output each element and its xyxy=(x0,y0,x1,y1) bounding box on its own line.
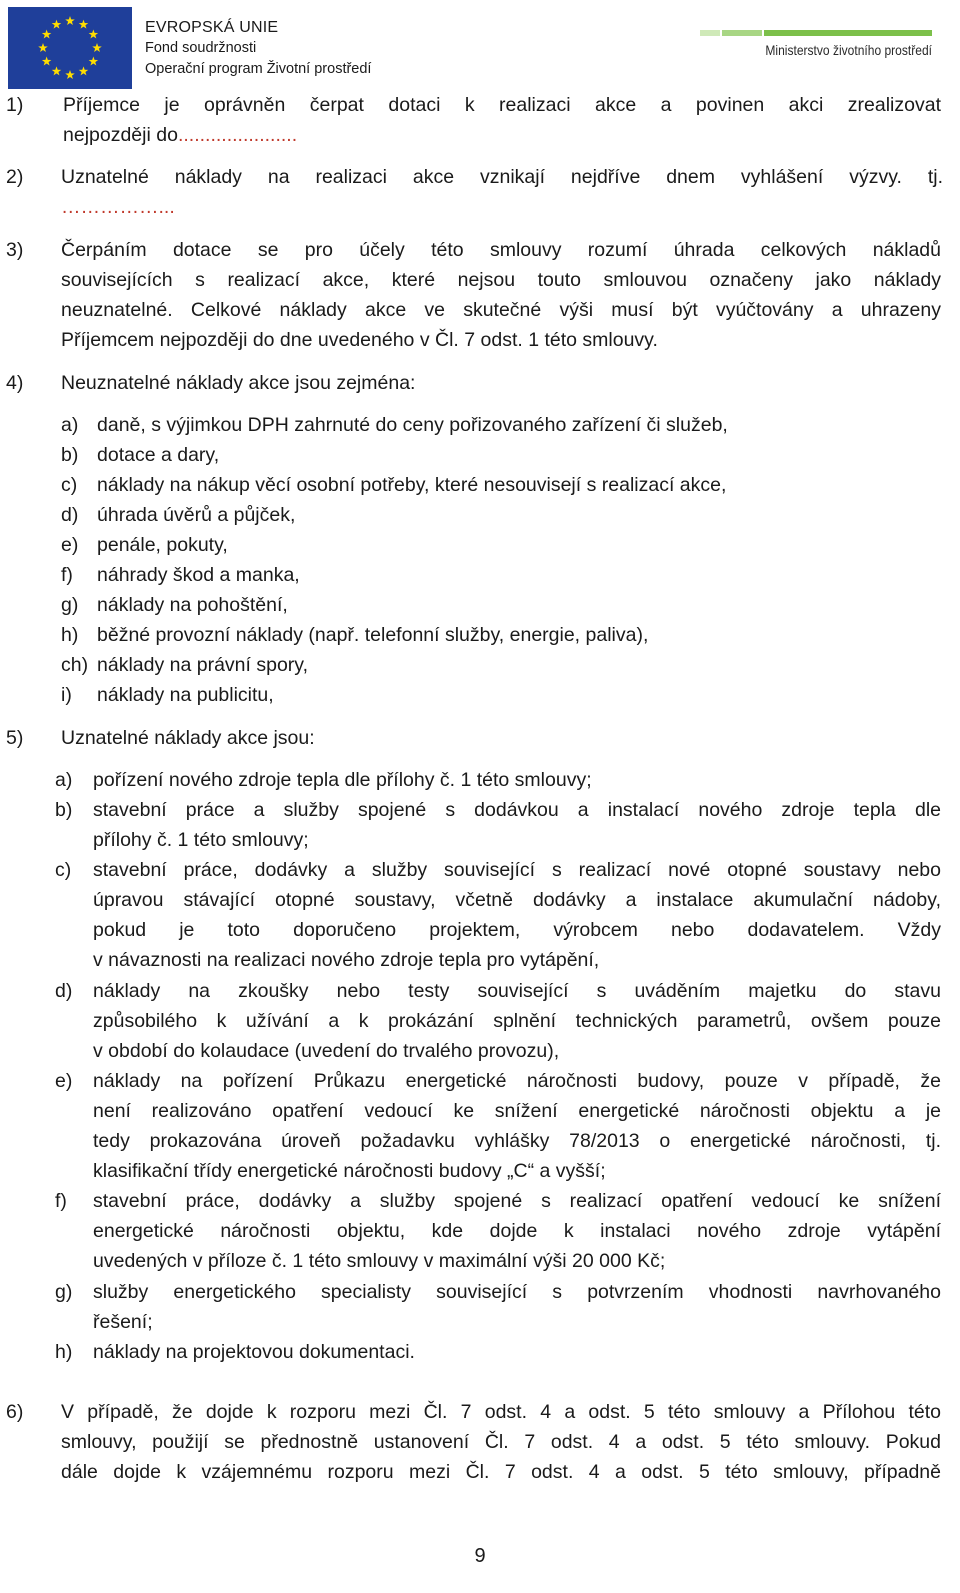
program-name: Operační program Životní prostředí xyxy=(145,61,372,77)
item-number: 6) xyxy=(6,1401,24,1423)
item-number: 2) xyxy=(6,166,24,188)
ministry-name: Ministerstvo životního prostředí xyxy=(765,42,932,58)
list-label: ch) xyxy=(61,654,89,676)
list-item: přílohy č. 1 této smlouvy; xyxy=(93,829,309,851)
item-number: 5) xyxy=(6,727,24,749)
list-label: d) xyxy=(55,980,73,1002)
list-item: úhrada úvěrů a půjček, xyxy=(97,504,296,526)
list-item: řešení; xyxy=(93,1311,153,1333)
list-label: d) xyxy=(61,504,79,526)
eu-program-text xyxy=(145,17,371,80)
list-label: h) xyxy=(61,624,79,646)
list-item: pořízení nového zdroje tepla dle přílohy č. 1 této smlouvy; xyxy=(93,769,592,791)
item-1-text: nejpozději do xyxy=(63,124,178,146)
list-item: stavební práce, dodávky a služby související s realizací nové otopné soustavy nebo xyxy=(93,859,941,881)
item-number: 1) xyxy=(6,94,24,116)
list-item: náklady na právní spory, xyxy=(97,654,309,676)
list-label: h) xyxy=(55,1341,73,1363)
list-item: daně, s výjimkou DPH zahrnuté do ceny pořizovaného zařízení či služeb, xyxy=(97,414,728,436)
list-item: pokud je toto doporučeno projektem, výrobcem nebo dodavatelem. Vždy xyxy=(93,919,941,941)
item-6-line-1: V případě, že dojde k rozporu mezi Čl. 7 odst. 4 a odst. 5 této smlouvy a Přílohou této xyxy=(61,1401,941,1423)
list-label: a) xyxy=(55,769,73,791)
list-label: g) xyxy=(61,594,79,616)
list-item: dotace a dary, xyxy=(97,444,220,466)
list-label: c) xyxy=(55,859,72,881)
list-item: způsobilého k užívání a k prokázání splnění technických parametrů, ovšem pouze xyxy=(93,1010,941,1032)
item-5-title: Uznatelné náklady akce jsou: xyxy=(61,727,315,749)
eu-stars-icon xyxy=(8,7,132,89)
list-item: v období do kolaudace (uvedení do trvalého provozu), xyxy=(93,1040,560,1062)
list-label: a) xyxy=(61,414,79,436)
page-header xyxy=(0,0,960,92)
item-6-line-2: smlouvy, použijí se přednostně ustanovení Čl. 7 odst. 4 a odst. 5 této smlouvy. Pokud xyxy=(61,1431,941,1453)
item-3-line-4: Příjemcem nejpozději do dne uvedeného v Čl. 7 odst. 1 této smlouvy. xyxy=(61,329,658,351)
item-3-line-1: Čerpáním dotace se pro účely této smlouvy rozumí úhrada celkových nákladů xyxy=(61,239,941,261)
list-label: c) xyxy=(61,474,78,496)
deadline-blank: ...................... xyxy=(177,124,298,146)
list-item: náklady na nákup věcí osobní potřeby, které nesouvisejí s realizací akce, xyxy=(97,474,727,496)
list-item: tedy prokazována úroveň požadavku vyhlášky 78/2013 o energetické náročnosti, tj. xyxy=(93,1130,941,1152)
list-label: g) xyxy=(55,1281,73,1303)
list-label: i) xyxy=(61,684,72,706)
date-blank: ……………... xyxy=(61,196,175,218)
item-1-line-1: Příjemce je oprávněn čerpat dotaci k realizaci akce a povinen akci zrealizovat xyxy=(63,94,941,116)
list-item: penále, pokuty, xyxy=(97,534,228,556)
list-label: b) xyxy=(61,444,79,466)
page-number: 9 xyxy=(474,1545,486,1567)
item-3-line-2: souvisejících s realizací akce, které nejsou touto smlouvou označeny jako náklady xyxy=(61,269,941,291)
list-item: náhrady škod a manka, xyxy=(97,564,300,586)
ministry-color-bar xyxy=(700,30,932,36)
list-label: f) xyxy=(55,1190,67,1212)
list-label: e) xyxy=(55,1070,73,1092)
list-item: náklady na zkoušky nebo testy související s uváděním majetku do stavu xyxy=(93,980,941,1002)
list-item: náklady na publicitu, xyxy=(97,684,274,706)
ministry-logo xyxy=(700,30,932,58)
fund-name: Fond soudržnosti xyxy=(145,40,257,56)
list-item: náklady na projektovou dokumentaci. xyxy=(93,1341,415,1363)
list-label: e) xyxy=(61,534,79,556)
item-3-line-3: neuznatelné. Celkové náklady akce ve skutečné výši musí být vyúčtovány a uhrazeny xyxy=(61,299,941,321)
list-item: není realizováno opatření vedoucí ke snížení energetické náročnosti objektu a je xyxy=(93,1100,941,1122)
item-2-line-1: Uznatelné náklady na realizaci akce vznikají nejdříve dnem vyhlášení výzvy. tj. xyxy=(61,166,943,188)
list-item: v návaznosti na realizaci nového zdroje tepla pro vytápění, xyxy=(93,949,600,971)
list-item: stavební práce a služby spojené s dodávkou a instalací nového zdroje tepla dle xyxy=(93,799,941,821)
item-6-line-3: dále dojde k vzájemnému rozporu mezi Čl. 7 odst. 4 a odst. 5 této smlouvy, případně xyxy=(61,1461,941,1483)
list-item: energetické náročnosti objektu, kde dojde k instalaci nového zdroje vytápění xyxy=(93,1220,941,1242)
list-item: služby energetického specialisty související s potvrzením vhodnosti navrhovaného xyxy=(93,1281,941,1303)
eu-flag-logo xyxy=(8,7,132,89)
list-item: uvedených v příloze č. 1 této smlouvy v maximální výši 20 000 Kč; xyxy=(93,1250,666,1272)
list-item: náklady na pohoštění, xyxy=(97,594,288,616)
list-item: náklady na pořízení Průkazu energetické náročnosti budovy, pouze v případě, že xyxy=(93,1070,941,1092)
list-item: klasifikační třídy energetické náročnosti budovy „C“ a vyšší; xyxy=(93,1160,606,1182)
list-item: běžné provozní náklady (např. telefonní služby, energie, paliva), xyxy=(97,624,649,646)
list-item: úpravou stávající otopné soustavy, včetně dodávky a instalace akumulační nádoby, xyxy=(93,889,941,911)
list-label: f) xyxy=(61,564,73,586)
eu-name: EVROPSKÁ UNIE xyxy=(145,19,279,36)
item-4-title: Neuznatelné náklady akce jsou zejména: xyxy=(61,372,416,394)
item-number: 4) xyxy=(6,372,24,394)
item-number: 3) xyxy=(6,239,24,261)
list-label: b) xyxy=(55,799,73,821)
item-1-line-2 xyxy=(63,120,297,150)
list-item: stavební práce, dodávky a služby spojené s realizací opatření vedoucí ke snížení xyxy=(93,1190,941,1212)
